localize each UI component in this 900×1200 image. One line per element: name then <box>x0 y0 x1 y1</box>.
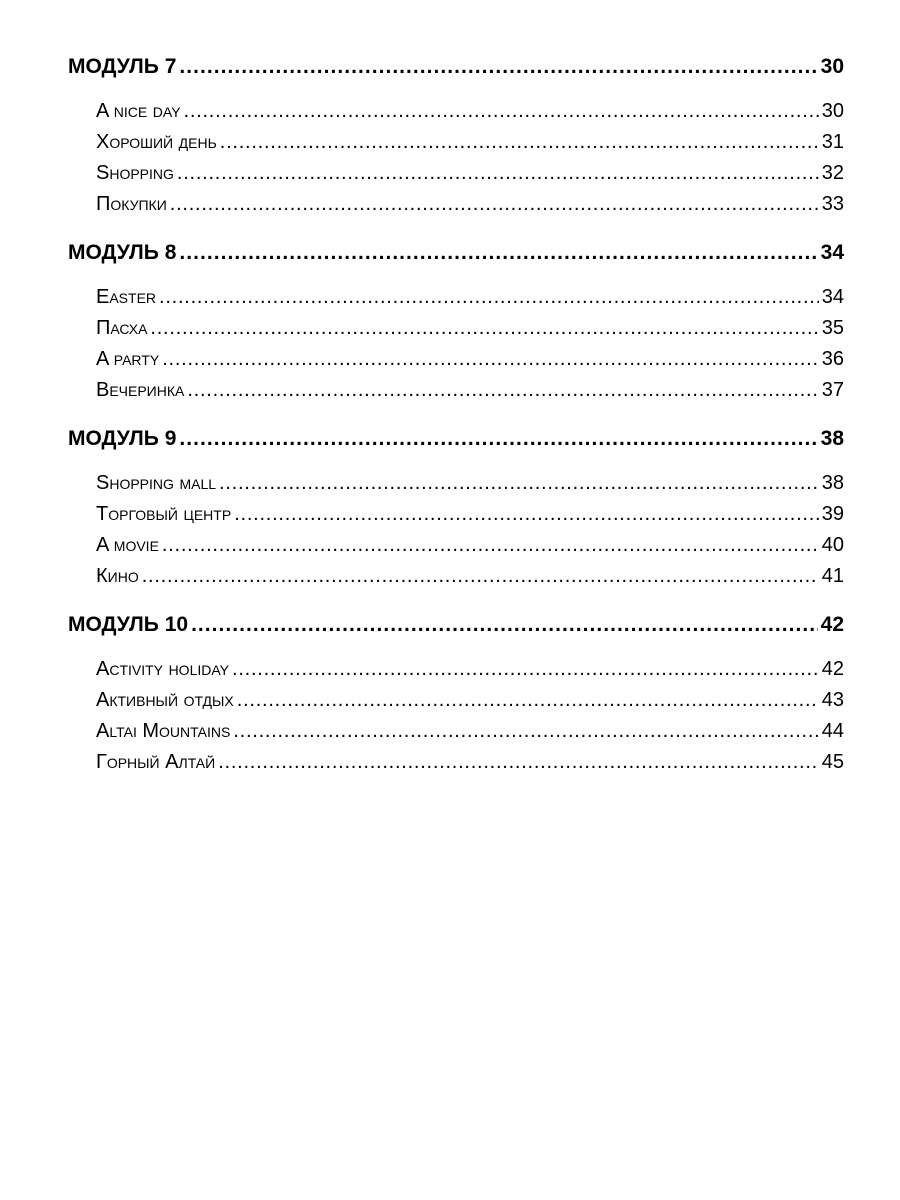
dot-leader <box>191 608 818 642</box>
entry-title: A party <box>96 348 160 370</box>
dot-leader <box>162 344 819 375</box>
table-of-contents <box>68 50 844 794</box>
toc-entry[interactable] <box>68 468 844 499</box>
dot-leader <box>234 499 819 530</box>
toc-entry[interactable] <box>68 189 844 220</box>
toc-entry[interactable] <box>68 282 844 313</box>
dot-leader <box>177 158 819 189</box>
module-page-number: 30 <box>820 55 844 78</box>
dot-leader <box>162 530 819 561</box>
entry-title: Shopping mall <box>96 472 217 494</box>
entry-page-number: 44 <box>821 720 844 742</box>
module-page-number: 34 <box>820 241 844 264</box>
dot-leader <box>179 422 817 456</box>
dot-leader <box>219 468 819 499</box>
entry-title: Вечеринка <box>96 379 185 401</box>
entry-page-number: 35 <box>821 317 844 339</box>
entry-page-number: 36 <box>821 348 844 370</box>
entry-page-number: 43 <box>821 689 844 711</box>
entry-page-number: 39 <box>821 503 844 525</box>
entry-page-number: 42 <box>821 658 844 680</box>
toc-entry[interactable] <box>68 127 844 158</box>
module-heading[interactable] <box>68 608 844 642</box>
entry-page-number: 40 <box>821 534 844 556</box>
entry-page-number: 32 <box>821 162 844 184</box>
module-title: МОДУЛЬ 9 <box>68 427 177 450</box>
dot-leader <box>187 375 818 406</box>
dot-leader <box>218 747 819 778</box>
module-7-section <box>68 50 844 220</box>
dot-leader <box>232 654 819 685</box>
entry-title: Shopping <box>96 162 174 184</box>
module-9-section <box>68 422 844 592</box>
module-heading[interactable] <box>68 422 844 456</box>
entry-page-number: 31 <box>821 131 844 153</box>
module-page-number: 42 <box>820 613 844 636</box>
entry-page-number: 41 <box>821 565 844 587</box>
entry-title: A movie <box>96 534 159 556</box>
module-8-section <box>68 236 844 406</box>
module-title: МОДУЛЬ 8 <box>68 241 177 264</box>
dot-leader <box>142 561 819 592</box>
entry-page-number: 30 <box>821 100 844 122</box>
entry-title: Кино <box>96 565 139 587</box>
entry-page-number: 38 <box>821 472 844 494</box>
dot-leader <box>220 127 819 158</box>
toc-entry[interactable] <box>68 747 844 778</box>
module-title: МОДУЛЬ 10 <box>68 613 189 636</box>
entry-page-number: 45 <box>821 751 844 773</box>
toc-entry[interactable] <box>68 158 844 189</box>
entry-page-number: 34 <box>821 286 844 308</box>
entry-title: Торговый центр <box>96 503 232 525</box>
toc-entry[interactable] <box>68 313 844 344</box>
toc-entry[interactable] <box>68 344 844 375</box>
dot-leader <box>179 50 817 84</box>
dot-leader <box>150 313 818 344</box>
dot-leader <box>170 189 819 220</box>
toc-entry[interactable] <box>68 654 844 685</box>
entry-title: Altai Mountains <box>96 720 231 742</box>
module-page-number: 38 <box>820 427 844 450</box>
dot-leader <box>159 282 819 313</box>
module-10-section <box>68 608 844 778</box>
module-heading[interactable] <box>68 236 844 270</box>
entry-title: A nice day <box>96 100 181 122</box>
toc-entry[interactable] <box>68 530 844 561</box>
entry-title: Покупки <box>96 193 167 215</box>
entry-title: Активный отдых <box>96 689 234 711</box>
dot-leader <box>233 716 818 747</box>
entry-title: Пасха <box>96 317 148 339</box>
toc-entry[interactable] <box>68 716 844 747</box>
dot-leader <box>184 96 819 127</box>
toc-entry[interactable] <box>68 561 844 592</box>
entry-title: Хороший день <box>96 131 217 153</box>
entry-page-number: 37 <box>821 379 844 401</box>
entry-title: Горный Алтай <box>96 751 216 773</box>
entry-page-number: 33 <box>821 193 844 215</box>
toc-entry[interactable] <box>68 96 844 127</box>
module-title: МОДУЛЬ 7 <box>68 55 177 78</box>
entry-title: Activity holiday <box>96 658 229 680</box>
toc-entry[interactable] <box>68 685 844 716</box>
toc-entry[interactable] <box>68 375 844 406</box>
entry-title: Easter <box>96 286 157 308</box>
module-heading[interactable] <box>68 50 844 84</box>
dot-leader <box>237 685 819 716</box>
toc-entry[interactable] <box>68 499 844 530</box>
dot-leader <box>179 236 817 270</box>
